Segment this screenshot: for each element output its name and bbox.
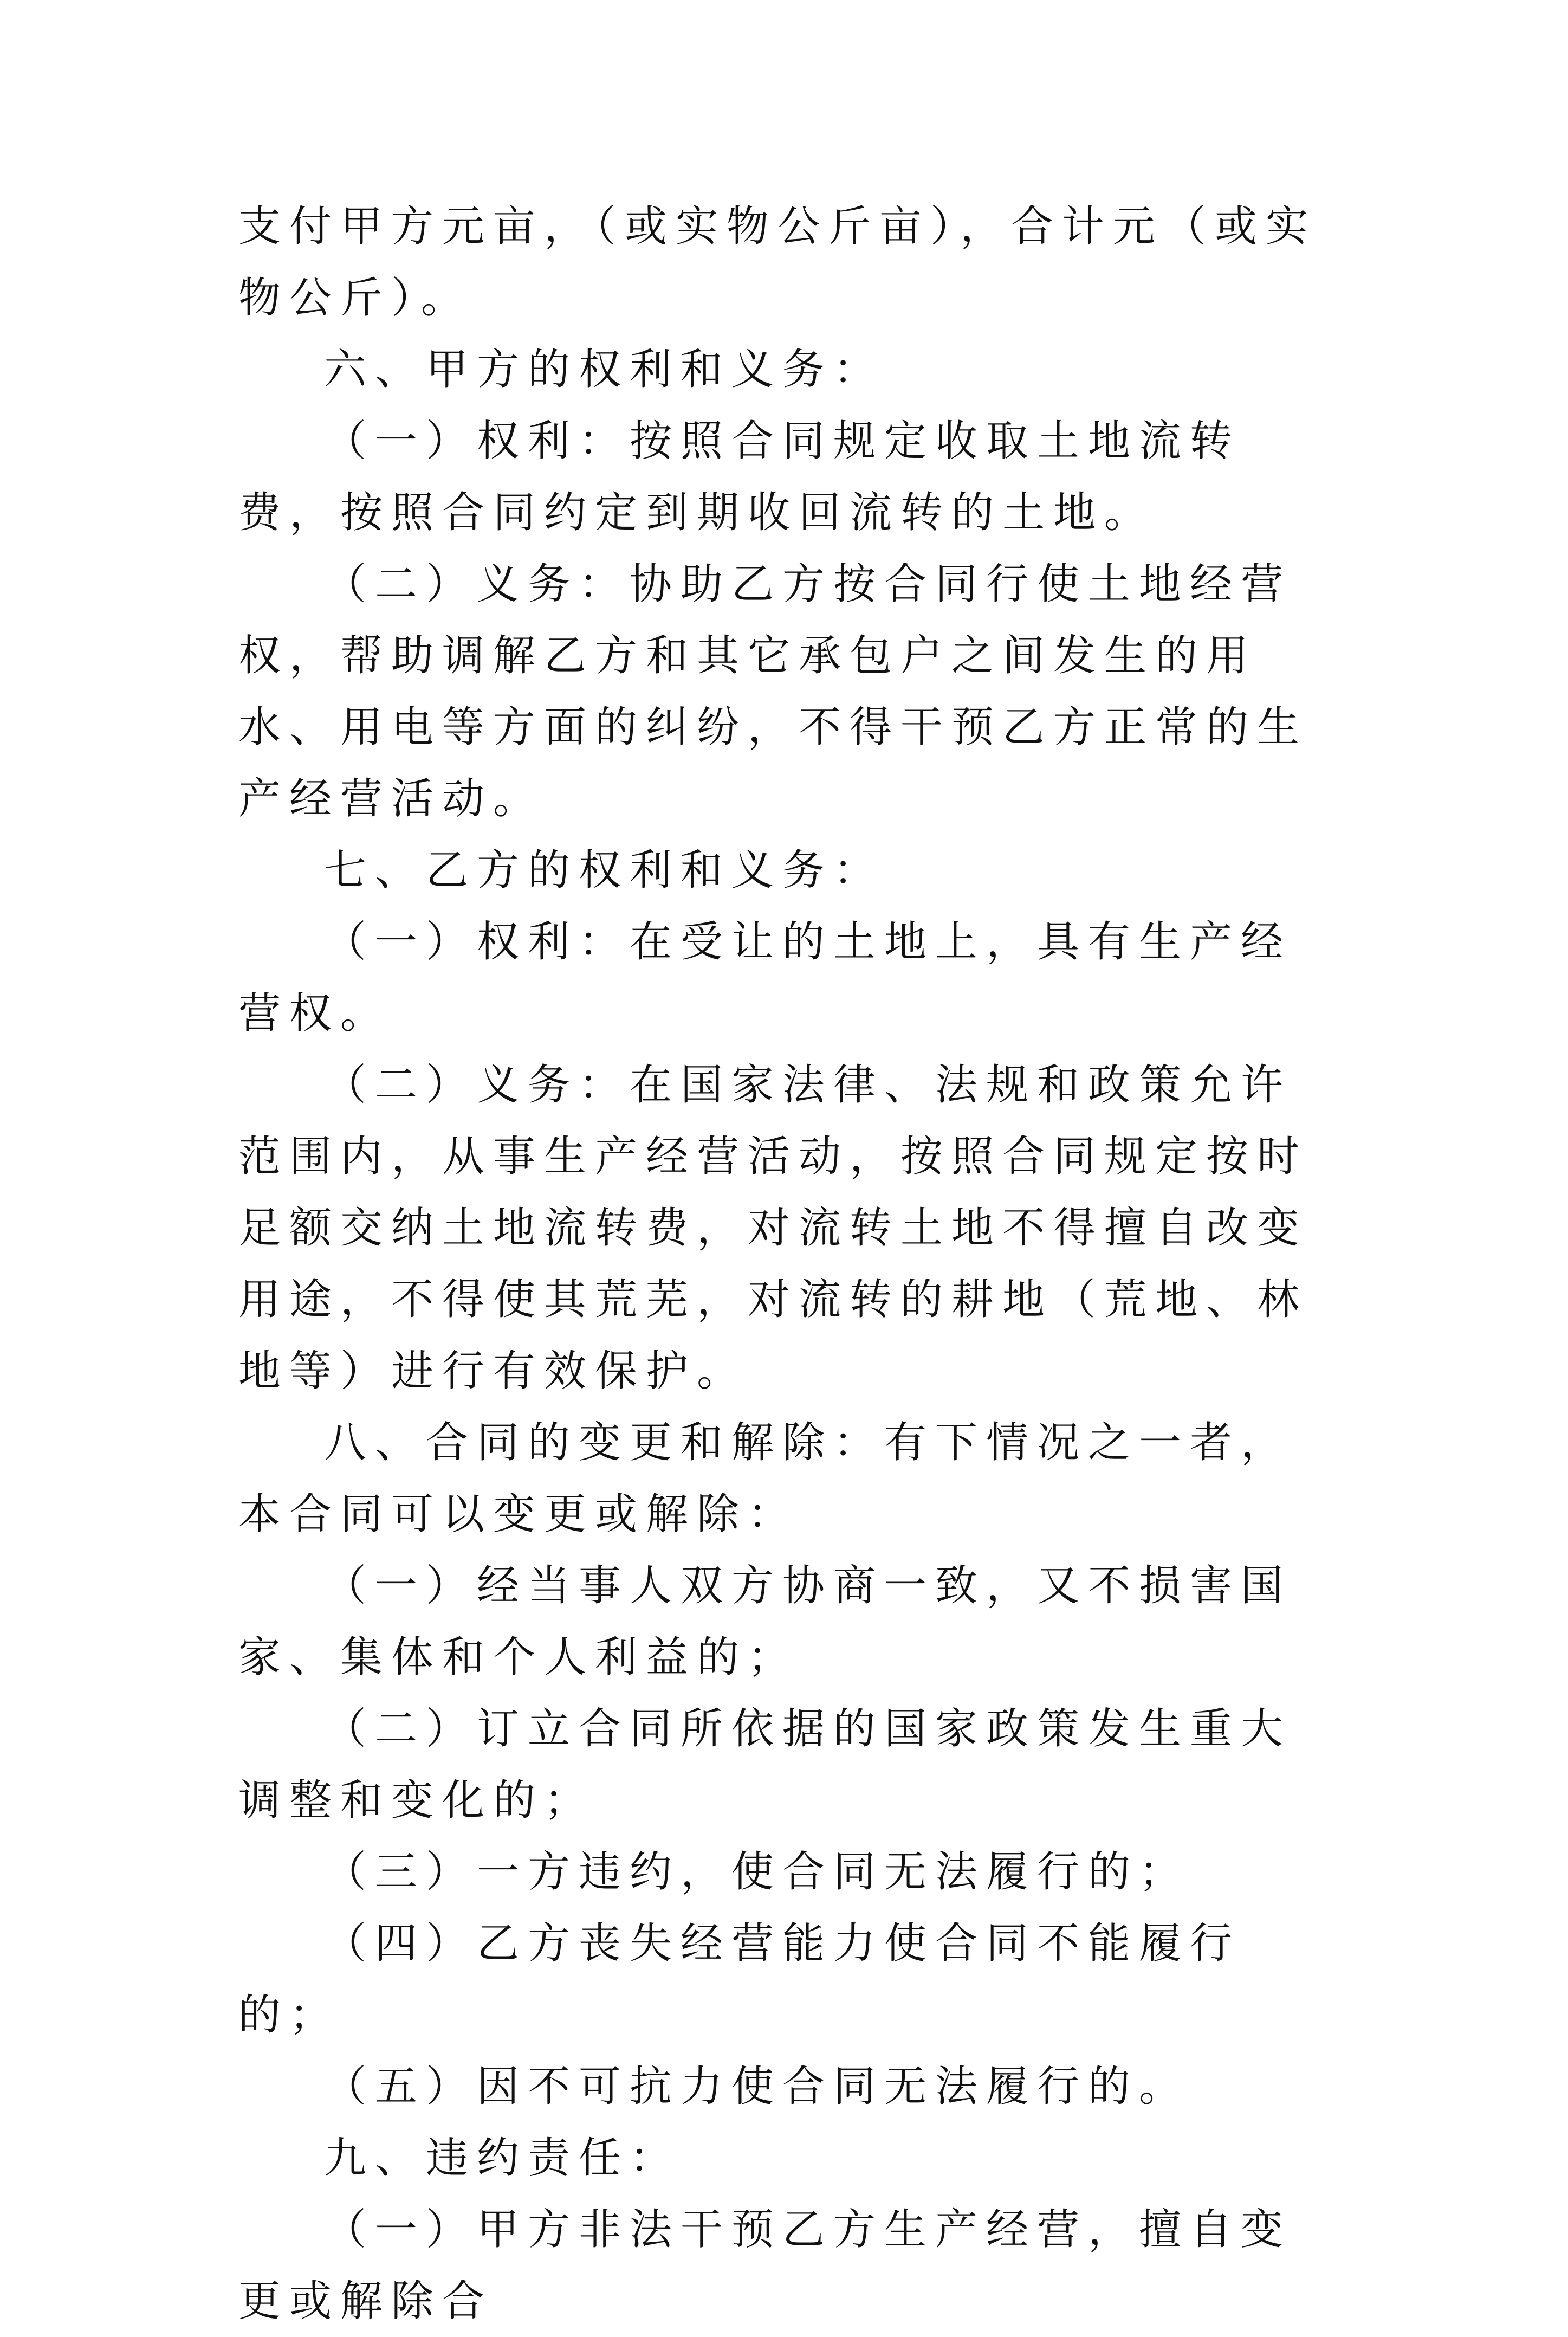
- heading-party-a-rights: 六、甲方的权利和义务：: [324, 345, 885, 394]
- paragraph-liability-1: （一）甲方非法干预乙方生产经营，擅自变更或解除合: [238, 2205, 1292, 2326]
- list-item-change-1: （一）经当事人双方协商一致，又不损害国家、集体和个人利益的；: [238, 1561, 1292, 1682]
- list-item-change-4: （四）乙方丧失经营能力使合同不能履行的；: [238, 1919, 1241, 2039]
- heading-contract-change: 八、合同的变更和解除：有下情况之一者，本合同可以变更或解除：: [238, 1418, 1292, 1539]
- paragraph-party-b-obligations: （二）义务：在国家法律、法规和政策允许范围内，从事生产经营活动，按照合同规定按时足额交纳土地流转费，对流转土地不得擅自改变用途，不得使其荒芜，对流转的耕地（荒地、林地等）进行有效保护。: [238, 1061, 1308, 1396]
- paragraph-party-b-rights: （一）权利：在受让的土地上，具有生产经营权。: [238, 918, 1292, 1038]
- paragraph-party-a-obligations: （二）义务：协助乙方按合同行使土地经营权，帮助调解乙方和其它承包户之间发生的用水、用电等方面的纠纷，不得干预乙方正常的生产经营活动。: [238, 560, 1308, 823]
- paragraph-party-a-rights: （一）权利：按照合同规定收取土地流转费，按照合同约定到期收回流转的土地。: [238, 417, 1241, 537]
- heading-liability: 九、违约责任：: [324, 2134, 681, 2183]
- document-body: [238, 191, 1338, 2337]
- list-item-change-2: （二）订立合同所依据的国家政策发生重大调整和变化的；: [238, 1705, 1292, 1825]
- heading-party-b-rights: 七、乙方的权利和义务：: [324, 846, 885, 895]
- list-item-change-3: （三）一方违约，使合同无法履行的；: [324, 1848, 1190, 1896]
- list-item-change-5: （五）因不可抗力使合同无法履行的。: [324, 2062, 1190, 2111]
- paragraph-payment: 支付甲方元亩，（或实物公斤亩），合计元（或实物公斤）。: [238, 202, 1317, 322]
